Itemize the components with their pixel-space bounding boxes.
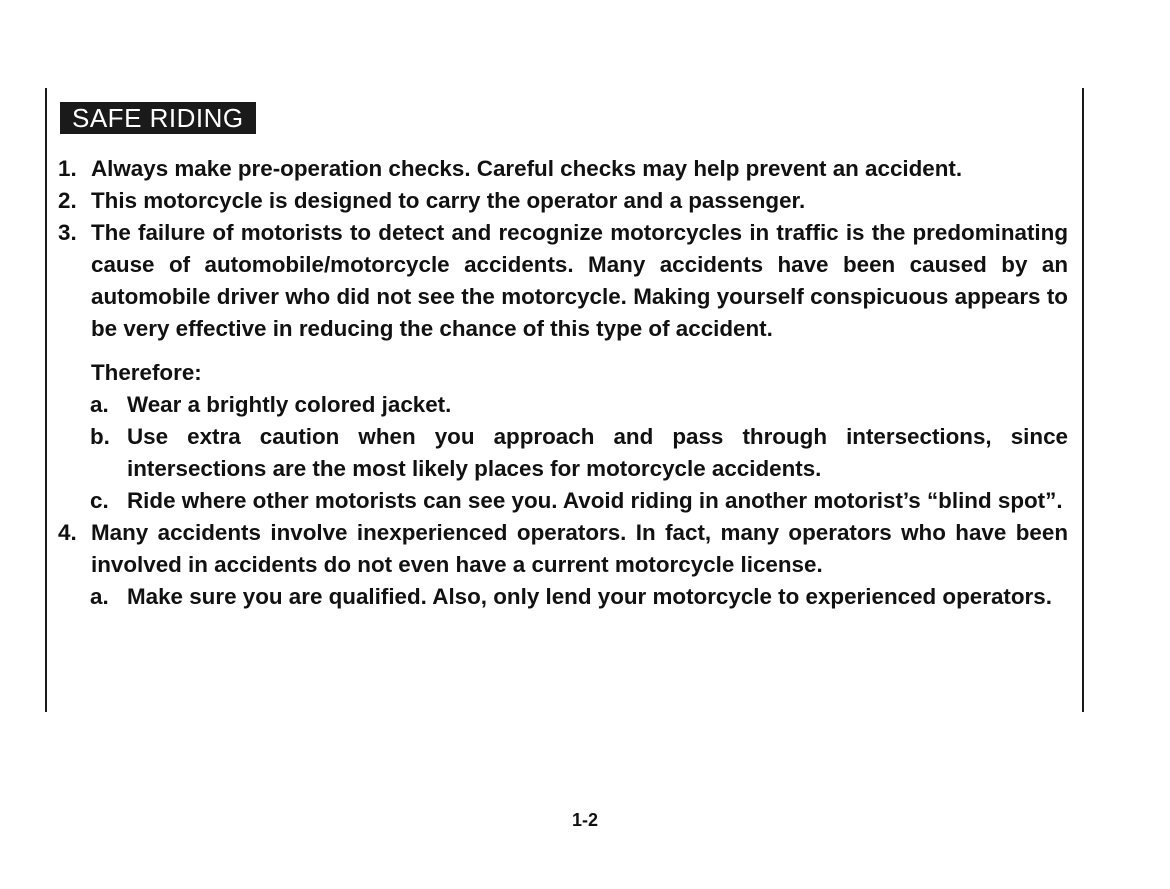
item-text: The failure of motorists to detect and recognize motorcycles in traffic is the predominating cause of automobile/motorcycle accidents. Many accidents have been caused by an automobile driver who did not see the motorcycle. Making yourself conspicuous appears to be very effective in reducing the chance of this type of accident. bbox=[91, 220, 1068, 341]
section-header: SAFE RIDING bbox=[60, 102, 256, 134]
list-item bbox=[0, 153, 1068, 185]
item-number: 1. bbox=[58, 156, 77, 181]
item-number: 4. bbox=[58, 520, 77, 545]
item-number: 3. bbox=[58, 220, 77, 245]
item-text: This motorcycle is designed to carry the operator and a passenger. bbox=[91, 188, 806, 213]
sub-list-item bbox=[0, 581, 1068, 613]
sub-list-item bbox=[0, 485, 1068, 517]
sub-list-item bbox=[0, 389, 1068, 421]
sub-item-text: Wear a brightly colored jacket. bbox=[127, 392, 452, 417]
list-item bbox=[0, 217, 1068, 389]
sub-item-letter: a. bbox=[90, 392, 109, 417]
sub-item-text: Make sure you are qualified. Also, only lend your motorcycle to experienced operators. bbox=[127, 584, 1052, 609]
item-text: Always make pre-operation checks. Careful checks may help prevent an accident. bbox=[91, 156, 963, 181]
therefore-lead: Therefore: bbox=[91, 360, 202, 385]
list-item bbox=[0, 517, 1068, 581]
item-number: 2. bbox=[58, 188, 77, 213]
page-number: 1-2 bbox=[571, 810, 598, 830]
item-text: Many accidents involve inexperienced operators. In fact, many operators who have been involved in accidents do not even have a current motorcycle license. bbox=[91, 520, 1068, 577]
safety-instructions-list bbox=[0, 153, 1170, 613]
sub-item-text: Ride where other motorists can see you. Avoid riding in another motorist’s “blind spot”. bbox=[127, 488, 1063, 513]
sub-list-item bbox=[0, 421, 1068, 485]
sub-item-letter: c. bbox=[90, 488, 109, 513]
list-item bbox=[0, 185, 1068, 217]
sub-item-letter: a. bbox=[90, 584, 109, 609]
sub-item-text: Use extra caution when you approach and pass through intersections, since intersections are the most likely places for motorcycle accidents. bbox=[127, 424, 1068, 481]
sub-item-letter: b. bbox=[90, 424, 110, 449]
